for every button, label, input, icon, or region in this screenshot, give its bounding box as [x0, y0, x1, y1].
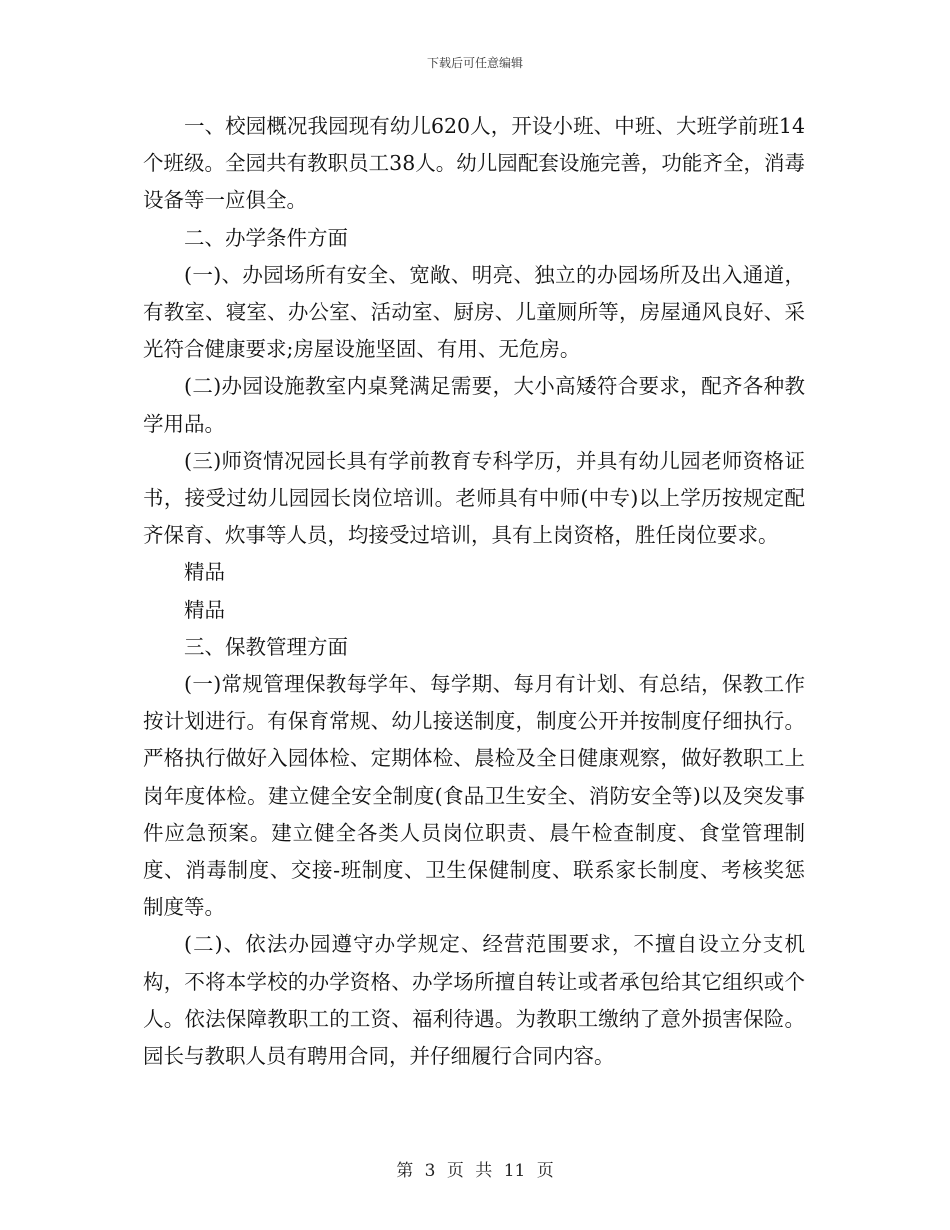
paragraph-campus-overview: 一、校园概况我园现有幼儿620人，开设小班、中班、大班学前班14个班级。全园共有教职员工38人。幼儿园配套设施完善，功能齐全，消毒设备等一应俱全。 — [143, 114, 805, 213]
paragraph-lawful-operation: (二)、依法办园遵守办学规定、经营范围要求，不擅自设立分支机构，不将本学校的办学资格、办学场所擅自转让或者承包给其它组织或个人。依法保障教职工的工资、福利待遇。为教职工缴纳了意外损害保险。园长与教职人员有聘用合同，并仔细履行合同内容。 — [143, 932, 805, 1069]
section-heading-conditions: 二、办学条件方面 — [184, 225, 348, 250]
page-header: 下载后可任意编辑 — [426, 56, 523, 70]
watermark-text: 精品 — [184, 597, 225, 622]
paragraph-teachers: (三)师资情况园长具有学前教育专科学历，并具有幼儿园老师资格证书，接受过幼儿园园长岗位培训。老师具有中师(中专)以上学历按规定配齐保育、炊事等人员，均接受过培训，具有上岗资格，胜任岗位要求。 — [143, 448, 805, 548]
page-number-footer: 第 3 页 共 11 页 — [396, 1161, 554, 1181]
paragraph-facilities: (二)办园设施教室内桌凳满足需要，大小高矮符合要求，配齐各种教学用品。 — [143, 374, 805, 436]
section-heading-management: 三、保教管理方面 — [184, 634, 348, 659]
document-body — [143, 108, 805, 1075]
watermark-text: 精品 — [184, 560, 225, 585]
paragraph-premises: (一)、办园场所有安全、宽敞、明亮、独立的办园场所及出入通道，有教室、寝室、办公室、活动室、厨房、儿童厕所等，房屋通风良好、采光符合健康要求;房屋设施坚固、有用、无危房。 — [143, 262, 805, 362]
paragraph-routine-management: (一)常规管理保教每学年、每学期、每月有计划、有总结，保教工作按计划进行。有保育常规、幼儿接送制度，制度公开并按制度仔细执行。严格执行做好入园体检、定期体检、晨检及全日健康观察，做好教职工上岗年度体检。建立健全安全制度(食品卫生安全、消防安全等)以及突发事件应急预案。建立健全各类人员岗位职责、晨午检查制度、食堂管理制度、消毒制度、交接-班制度、卫生保健制度、联系家长制度、考核奖惩制度等。 — [143, 672, 805, 920]
